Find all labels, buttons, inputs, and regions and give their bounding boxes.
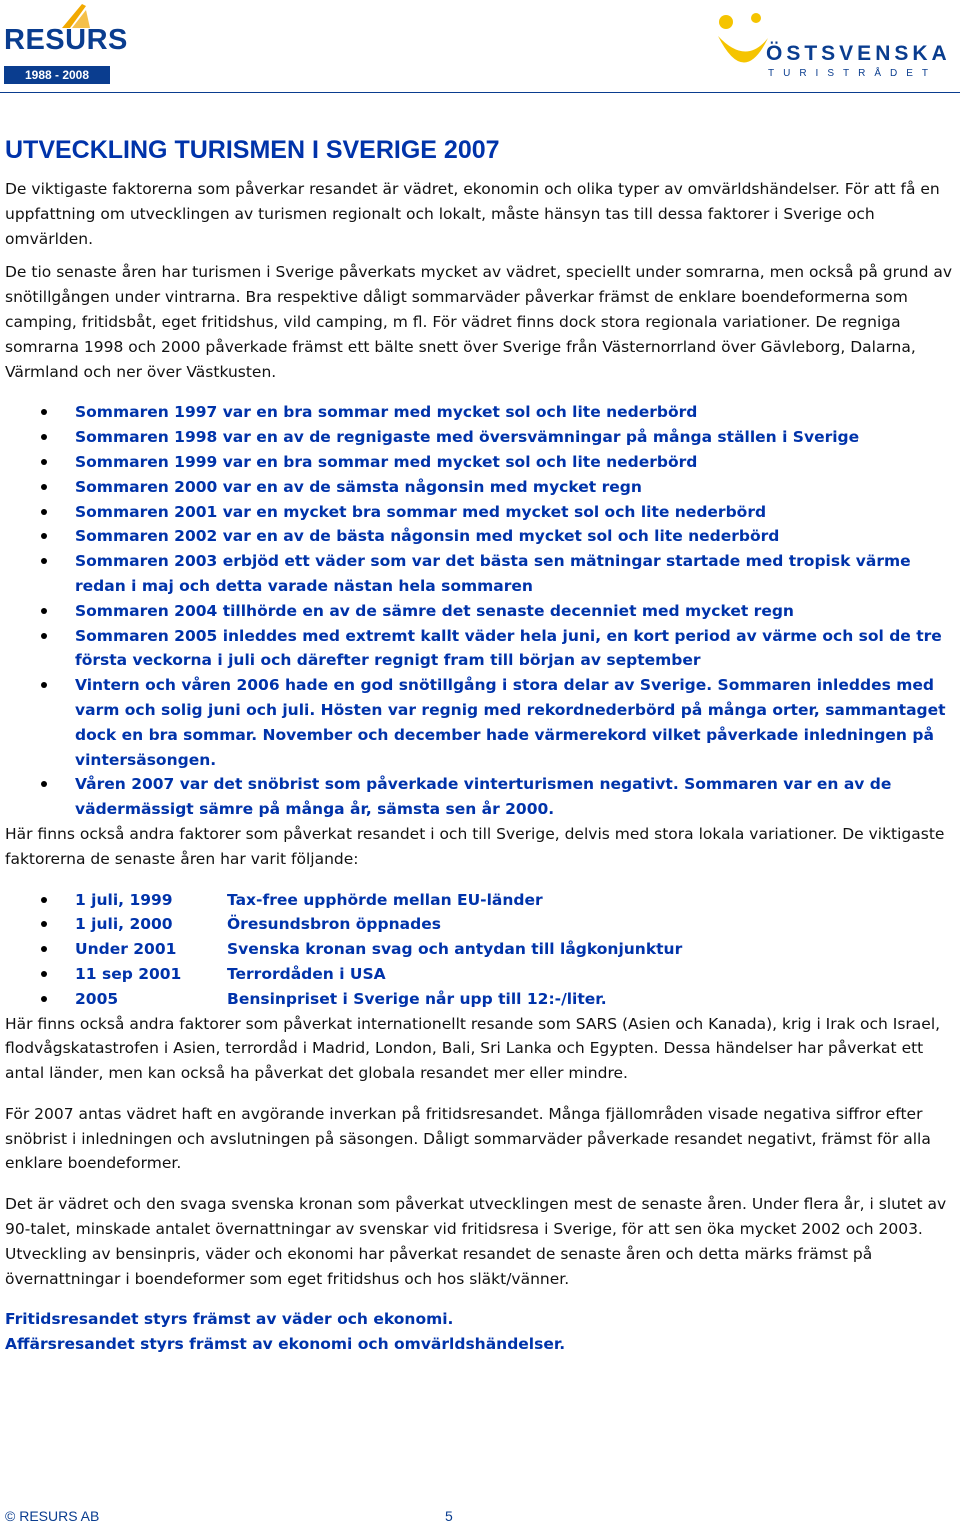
list-item: [5, 962, 953, 987]
factor-event: Bensinpriset i Sverige når upp till 12:-/liter.: [227, 989, 607, 1008]
footer-copyright: © RESURS AB: [5, 1508, 100, 1524]
factor-date: 2005: [75, 989, 119, 1008]
list-item: Våren 2007 var det snöbrist som påverkade vinterturismen negativt. Sommaren var en av de vädermässigt sämre på många år, sämsta sen år 2000.: [5, 772, 953, 822]
page-title: UTVECKLING TURISMEN I SVERIGE 2007: [5, 136, 500, 164]
body-paragraph-4: För 2007 antas vädret haft en avgörande inverkan på fritidsresandet. Många fjällområden visade negativa siffror efter snöbrist i inledningen och avslutningen på säsongen. Dåligt sommarväder påverkade resandet negativt, främst för alla enklare boendeformer.: [5, 1104, 931, 1173]
body-paragraph-3: Här finns också andra faktorer som påverkat internationellt resande som SARS (Asien och Kanada), krig i Irak och Israel, flodvågskatastrofen i Asien, terrordåd i Madrid, London, Bali, Sri Lanka och Egypten. Dessa händelser har påverkat ett antal länder, men kan också ha påverkat det globala resandet mer eller mindre.: [5, 1014, 941, 1083]
intro-paragraph-1: De viktigaste faktorerna som påverkar resandet är vädret, ekonomin och olika typer av omvärldshändelser. För att få en uppfattning om utvecklingen av turismen regionalt och lokalt, måste hänsyn tas till dessa faktorer i Sverige och omvärlden.: [5, 180, 940, 248]
conclusion-line-2: Affärsresandet styrs främst av ekonomi och omvärldshändelser.: [5, 1335, 566, 1354]
list-item: Sommaren 1999 var en bra sommar med mycket sol och lite nederbörd: [5, 450, 953, 475]
list-item: Sommaren 2005 inleddes med extremt kallt väder hela juni, en kort period av värme och sol de tre första veckorna i juli och därefter regnigt fram till början av september: [5, 624, 953, 674]
factor-date: Under 2001: [75, 940, 177, 959]
ostsvenska-logo: [714, 8, 954, 88]
page-number: 5: [445, 1508, 453, 1524]
factor-date: 1 juli, 1999: [75, 890, 173, 909]
summer-list-1: [5, 400, 953, 499]
list-item: Sommaren 1998 var en av de regnigaste med översvämningar på många ställen i Sverige: [5, 425, 953, 450]
summer-list-4: [5, 673, 953, 822]
factors-list: [5, 888, 953, 1012]
body-paragraph-5: Det är vädret och den svaga svenska kronan som påverkat utvecklingen mest de senaste åren. Under flera år, i slutet av 90-talet, minskade antalet övernattningar av svenskar vid fritidsresa i Sverige, för att sen öka mycket 2002 och 2003. Utveckling av bensinpris, väder och ekonomi har påverkat resandet de senaste åren och detta märks främst på övernattningar i boendeformer som eget fritidshus och hos släkt/vänner.: [5, 1195, 947, 1288]
factor-event: Öresundsbron öppnades: [227, 915, 441, 934]
factor-event: Svenska kronan svag och antydan till lågkonjunktur: [227, 940, 683, 959]
header-divider: [0, 92, 960, 93]
resurs-logo-text: RESURS: [4, 24, 128, 56]
factors-intro-paragraph: Här finns också andra faktorer som påverkat resandet i och till Sverige, delvis med stora lokala variationer. De viktigaste faktorerna de senaste åren har varit följande:: [5, 824, 945, 868]
ostsvenska-smile-icon: [714, 8, 774, 78]
list-item: Vintern och våren 2006 hade en god snötillgång i stora delar av Sverige. Sommaren inleddes med varm och solig juni och juli. Hösten var regnig med rekordnederbörd på många orter, sammantaget dock en bra sommar. November och december hade värmerekord vilket påverkade inledningen på vintersäsongen.: [5, 673, 953, 772]
ostsvenska-logo-text: ÖSTSVENSKA: [766, 42, 951, 65]
list-item: [5, 937, 953, 962]
list-item: Sommaren 2003 erbjöd ett väder som var det bästa sen mätningar startade med tropisk värme redan i maj och detta varade nästan hela sommaren: [5, 549, 953, 599]
summer-list-3: [5, 599, 953, 673]
list-item: [5, 987, 953, 1012]
ostsvenska-logo-subtext: TURISTRÅDET: [768, 68, 937, 79]
factor-event: Terrordåden i USA: [227, 964, 386, 983]
list-item: Sommaren 2001 var en mycket bra sommar med mycket sol och lite nederbörd: [5, 500, 953, 525]
list-item: [5, 888, 953, 913]
summer-list-2: [5, 500, 953, 599]
list-item: [5, 912, 953, 937]
list-item: Sommaren 1997 var en bra sommar med mycket sol och lite nederbörd: [5, 400, 953, 425]
list-item: Sommaren 2000 var en av de sämsta någonsin med mycket regn: [5, 475, 953, 500]
intro-paragraph-2: De tio senaste åren har turismen i Sverige påverkats mycket av vädret, speciellt under somrarna, men också på grund av snötillgången under vintrarna. Bra respektive dåligt sommarväder påverkar främst de enklare boendeformerna som camping, fritidsbåt, eget fritidshus, vild camping, m fl. För vädret finns dock stora regionala variationer. De regniga somrarna 1998 och 2000 påverkade främst ett bälte snett över Sverige från Västernorrland över Gävleborg, Dalarna, Värmland och ner över Västkusten.: [5, 263, 953, 381]
conclusion-line-1: Fritidsresandet styrs främst av väder och ekonomi.: [5, 1310, 454, 1329]
factor-date: 11 sep 2001: [75, 964, 182, 983]
list-item: Sommaren 2004 tillhörde en av de sämre det senaste decenniet med mycket regn: [5, 599, 953, 624]
resurs-logo-years: 1988 - 2008: [4, 66, 110, 84]
resurs-logo: [4, 4, 128, 84]
factor-event: Tax-free upphörde mellan EU-länder: [227, 890, 543, 909]
list-item: Sommaren 2002 var en av de bästa någonsin med mycket sol och lite nederbörd: [5, 524, 953, 549]
page-footer: [5, 1508, 475, 1524]
factor-date: 1 juli, 2000: [75, 915, 173, 934]
document-body: [5, 133, 953, 1357]
